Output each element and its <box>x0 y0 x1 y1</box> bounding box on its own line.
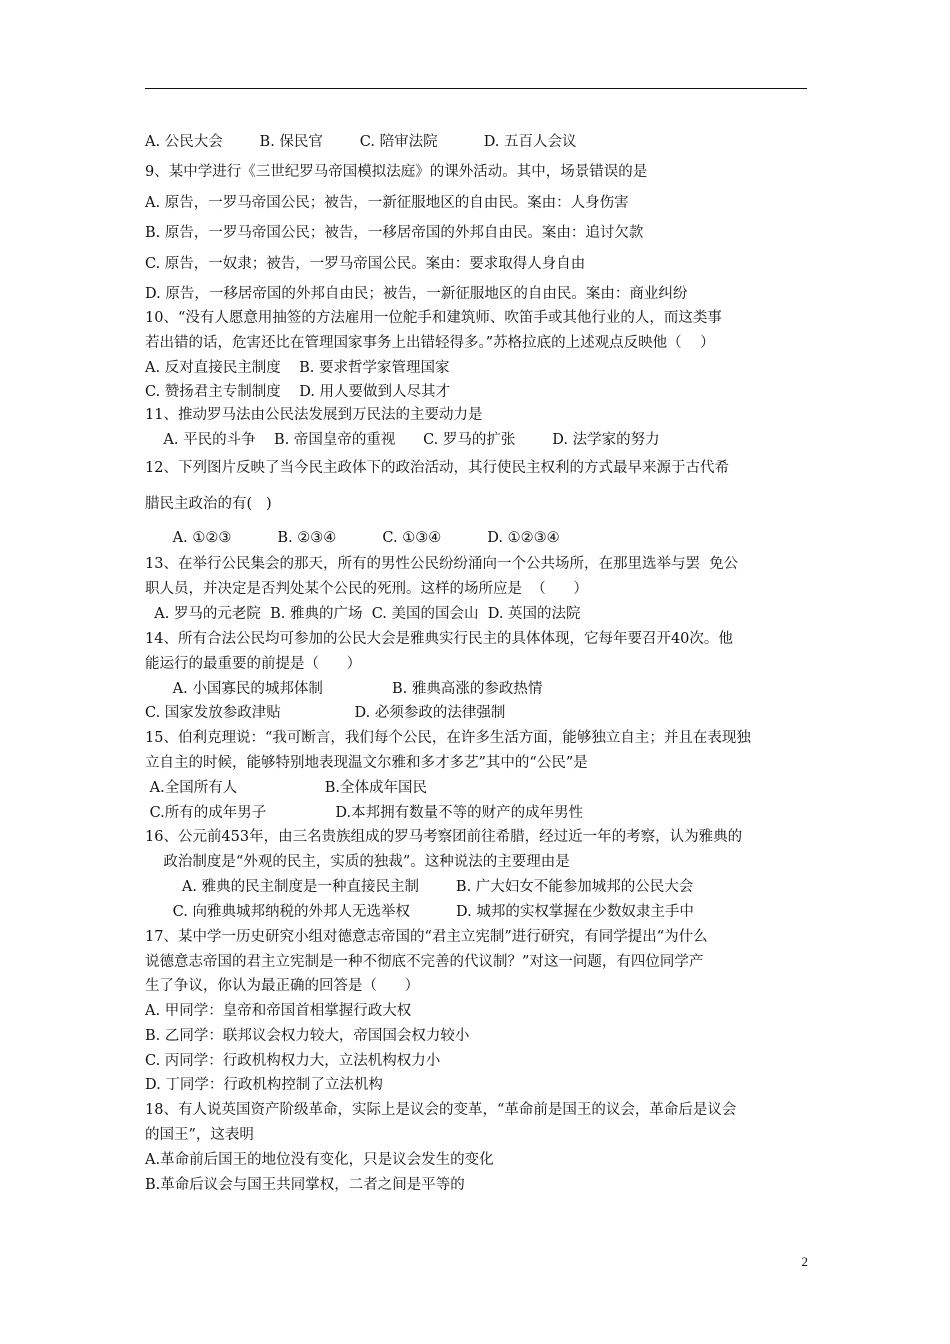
text-line: B.革命后议会与国王共同掌权，二者之间是平等的 <box>145 1177 465 1193</box>
text-line: 15、伯利克理说：“我可断言，我们每个公民，在许多生活方面，能够独立自主；并且在表现独 <box>145 730 751 746</box>
text-line: C. 向雅典城邦纳税的外邦人无选举权 D. 城邦的实权掌握在少数奴隶主手中 <box>145 904 694 920</box>
text-line: 立自主的时候，能够特别地表现温文尔雅和多才多艺”其中的“公民”是 <box>145 755 588 771</box>
text-line: 职人员，并决定是否判处某个公民的死刑。这样的场所应是 （ ） <box>145 581 588 597</box>
text-line: A.革命前后国王的地位没有变化，只是议会发生的变化 <box>145 1152 494 1168</box>
text-line: A. 公民大会 B. 保民官 C. 陪审法院 D. 五百人会议 <box>145 134 577 150</box>
text-line: A. 反对直接民主制度 B. 要求哲学家管理国家 <box>145 360 450 376</box>
text-line: 11、推动罗马法由公民法发展到万民法的主要动力是 <box>145 407 483 423</box>
text-line: C. 赞扬君主专制制度 D. 用人要做到人尽其才 <box>145 384 451 400</box>
text-line: C. 丙同学：行政机构权力大，立法机构权力小 <box>145 1053 441 1069</box>
text-line: 10、“没有人愿意用抽签的方法雇用一位舵手和建筑师、吹笛手或其他行业的人，而这类事 <box>145 310 722 326</box>
text-line: B. 乙同学：联邦议会权力较大，帝国国会权力较小 <box>145 1028 470 1044</box>
text-line: A. ①②③ B. ②③④ C. ①③④ D. ①②③④ <box>145 530 560 546</box>
text-line: 腊民主政治的有( ) <box>145 496 272 512</box>
text-line: 18、有人说英国资产阶级革命，实际上是议会的变革，“革命前是国王的议会，革命后是议会 <box>145 1102 737 1118</box>
text-line: 9、某中学进行《三世纪罗马帝国模拟法庭》的课外活动。其中，场景错误的是 <box>145 164 648 180</box>
text-line: A. 小国寡民的城邦体制 B. 雅典高涨的参政热情 <box>145 681 543 697</box>
text-line: A. 甲同学：皇帝和帝国首相掌握行政大权 <box>145 1003 412 1019</box>
text-line: 的国王”，这表明 <box>145 1127 254 1143</box>
text-line: C.所有的成年男子 D.本邦拥有数量不等的财产的成年男性 <box>145 805 584 821</box>
text-line: 能运行的最重要的前提是（ ） <box>145 656 362 672</box>
text-line: 14、所有合法公民均可参加的公民大会是雅典实行民主的具体体现，它每年要召开40次。他 <box>145 631 733 647</box>
text-line: 12、下列图片反映了当今民主政体下的政治活动，其行使民主权利的方式最早来源于古代希 <box>145 460 729 476</box>
text-line: C. 国家发放参政津贴 D. 必须参政的法律强制 <box>145 705 506 721</box>
text-line: A. 罗马的元老院 B. 雅典的广场 C. 美国的国会山 D. 英国的法院 <box>145 606 581 622</box>
header-rule <box>145 88 807 89</box>
text-line: 政治制度是“外观的民主，实质的独裁”。这种说法的主要理由是 <box>145 854 570 870</box>
text-line: D. 丁同学：行政机构控制了立法机构 <box>145 1077 383 1093</box>
text-line: A.全国所有人 B.全体成年国民 <box>145 780 428 796</box>
text-line: 13、在举行公民集会的那天，所有的男性公民纷纷涌向一个公共场所，在那里选举与罢 免公 <box>145 556 739 572</box>
text-line: 若出错的话，危害还比在管理国家事务上出错轻得多。”苏格拉底的上述观点反映他（ ） <box>145 335 715 351</box>
text-line: D. 原告，一移居帝国的外邦自由民；被告，一新征服地区的自由民。案由：商业纠纷 <box>145 286 688 302</box>
text-line: C. 原告，一奴隶；被告，一罗马帝国公民。案由：要求取得人身自由 <box>145 256 586 272</box>
text-line: 16、公元前453年，由三名贵族组成的罗马考察团前往希腊，经过近一年的考察，认为雅典的 <box>145 829 743 845</box>
text-line: A. 原告，一罗马帝国公民；被告，一新征服地区的自由民。案由：人身伤害 <box>145 195 629 211</box>
text-line: 生了争议，你认为最正确的回答是（ ） <box>145 978 420 994</box>
text-line: 说德意志帝国的君主立宪制是一种不彻底不完善的代议制？”对这一问题，有四位同学产 <box>145 954 704 970</box>
page-number: 2 <box>801 1254 808 1269</box>
text-line: B. 原告，一罗马帝国公民；被告，一移居帝国的外邦自由民。案由：追讨欠款 <box>145 225 644 241</box>
text-line: A. 雅典的民主制度是一种直接民主制 B. 广大妇女不能参加城邦的公民大会 <box>145 879 694 895</box>
text-line: A. 平民的斗争 B. 帝国皇帝的重视 C. 罗马的扩张 D. 法学家的努力 <box>145 432 660 448</box>
text-line: 17、某中学一历史研究小组对德意志帝国的“君主立宪制”进行研究，有同学提出“为什么 <box>145 929 708 945</box>
